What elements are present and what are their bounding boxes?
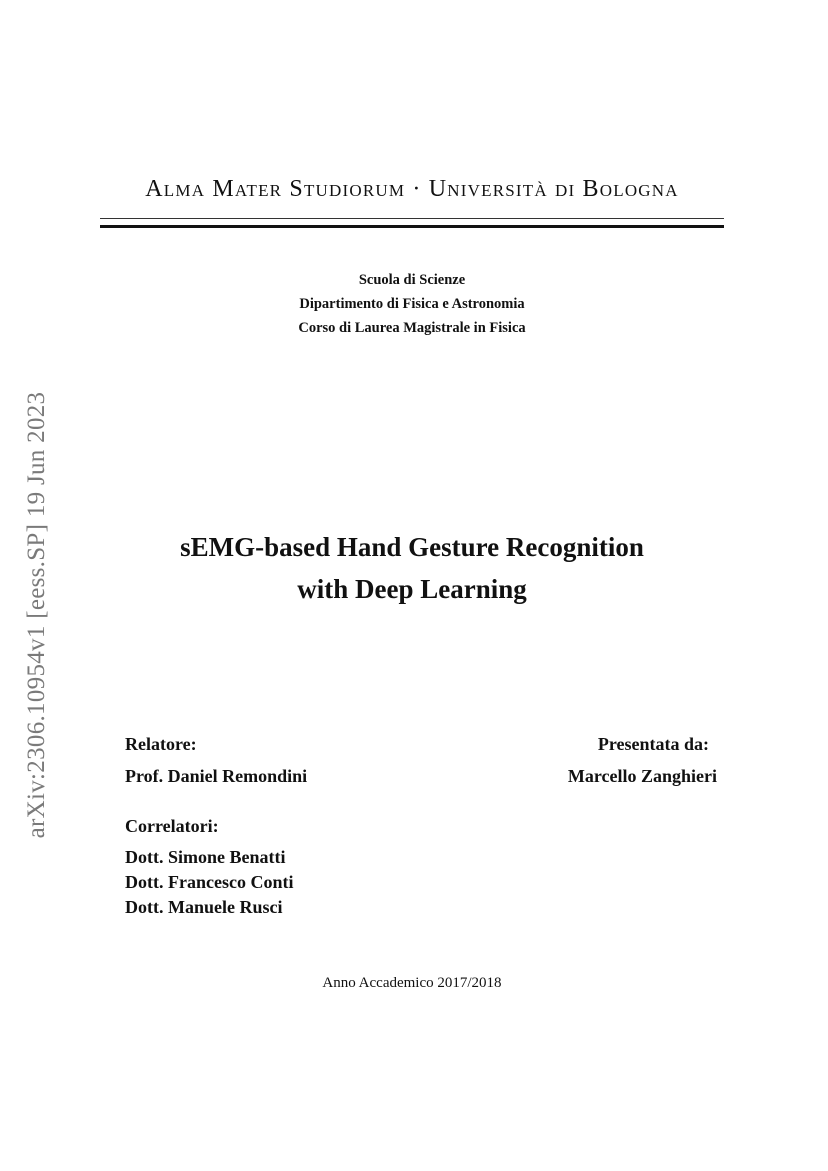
header-rule-thin — [100, 218, 724, 219]
title-line-2: with Deep Learning — [297, 574, 527, 604]
header-rule-thick — [100, 225, 724, 228]
co-supervisors-label: Correlatori: — [125, 816, 219, 836]
course-name: Corso di Laurea Magistrale in Fisica — [298, 320, 526, 336]
arxiv-identifier-stamp: arXiv:2306.10954v1 [eess.SP] 19 Jun 2023 — [23, 391, 50, 839]
supervisor-name: Prof. Daniel Remondini — [125, 766, 308, 786]
department-block — [100, 268, 724, 340]
supervisor-label: Relatore: — [125, 734, 197, 754]
school-name: Scuola di Scienze — [358, 272, 466, 288]
co-supervisor-name: Dott. Simone Benatti — [125, 847, 286, 867]
author-block — [568, 733, 717, 787]
co-supervisor-name: Dott. Manuele Rusci — [125, 897, 283, 917]
title-line-1: sEMG-based Hand Gesture Recognition — [180, 532, 644, 562]
author-label: Presentata da: — [597, 734, 709, 754]
co-supervisors-block — [125, 815, 293, 920]
university-name: Alma Mater Studiorum · Università di Bologna — [145, 176, 679, 202]
co-supervisor-name: Dott. Francesco Conti — [125, 872, 294, 892]
supervisor-block — [125, 733, 307, 787]
academic-year: Anno Accademico 2017/2018 — [322, 975, 502, 991]
thesis-title — [100, 526, 724, 610]
author-name: Marcello Zanghieri — [567, 766, 717, 786]
department-name: Dipartimento di Fisica e Astronomia — [299, 296, 525, 312]
